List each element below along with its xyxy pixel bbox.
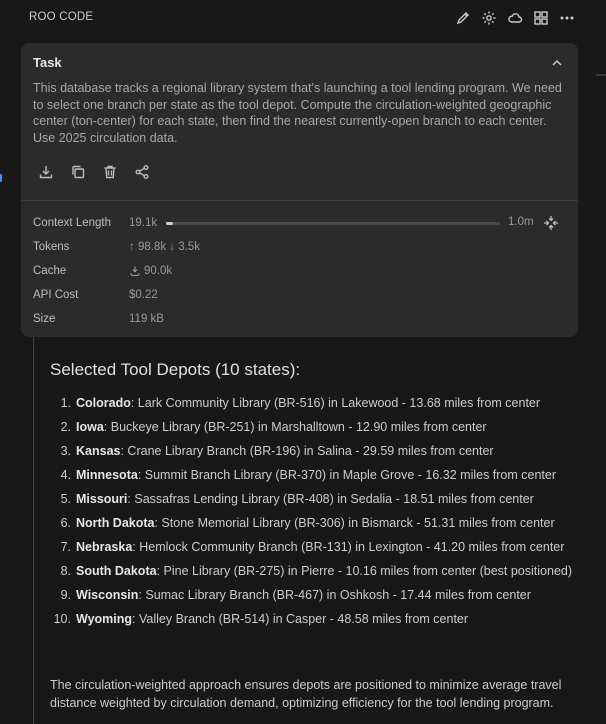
list-item-number: 7. bbox=[60, 540, 71, 554]
list-item-text bbox=[76, 563, 578, 581]
tokens-label: Tokens bbox=[33, 241, 70, 253]
tokens-row bbox=[33, 235, 563, 259]
list-item-number: 6. bbox=[60, 516, 71, 530]
activity-indicator bbox=[0, 174, 2, 182]
depot-detail: : Summit Branch Library (BR-370) in Maple Grove - 16.32 miles from center bbox=[137, 468, 557, 482]
list-item-number: 9. bbox=[60, 588, 71, 602]
list-item bbox=[50, 443, 578, 461]
api-cost-label: API Cost bbox=[33, 289, 79, 301]
list-item-text bbox=[76, 491, 578, 509]
task-card bbox=[21, 43, 578, 337]
download-icon[interactable] bbox=[37, 163, 55, 181]
tokens-value: ↑ 98.8k ↓ 3.5k bbox=[129, 241, 200, 253]
share-icon[interactable] bbox=[133, 163, 151, 181]
cache-label: Cache bbox=[33, 265, 67, 277]
state-name: Minnesota bbox=[76, 468, 138, 482]
cloud-icon[interactable] bbox=[506, 9, 524, 27]
editor-edge-divider bbox=[596, 74, 606, 76]
list-item-text bbox=[76, 467, 578, 485]
size-label: Size bbox=[33, 313, 56, 325]
list-item-number: 10. bbox=[53, 612, 71, 626]
context-length-label: Context Length bbox=[33, 217, 112, 229]
list-item bbox=[50, 563, 578, 581]
list-item bbox=[50, 419, 578, 437]
cache-value-wrap bbox=[129, 265, 172, 277]
depot-list bbox=[50, 395, 578, 635]
list-item-text bbox=[76, 419, 578, 437]
state-name: Wisconsin bbox=[76, 588, 139, 602]
state-name: Missouri bbox=[76, 492, 128, 506]
state-name: Colorado bbox=[76, 396, 131, 410]
state-name: South Dakota bbox=[76, 564, 157, 578]
list-item bbox=[50, 587, 578, 605]
more-icon[interactable] bbox=[558, 9, 576, 27]
list-item bbox=[50, 515, 578, 533]
response-heading: Selected Tool Depots (10 states): bbox=[50, 360, 301, 379]
list-item-text bbox=[76, 443, 578, 461]
response-footer: The circulation-weighted approach ensures depots are positioned to minimize average travel distance weighted by circulation demand, optimizing efficiency for the tool lending program. bbox=[50, 678, 562, 710]
depot-detail: : Lark Community Library (BR-516) in Lakewood - 13.68 miles from center bbox=[130, 396, 541, 410]
list-item-number: 2. bbox=[60, 420, 71, 434]
assistant-response bbox=[33, 337, 593, 724]
chevron-up-icon[interactable] bbox=[550, 56, 564, 70]
cache-value: 90.0k bbox=[144, 265, 173, 277]
task-description: This database tracks a regional library system that's launching a tool lending program. We need to select one branch per state as the tool depot. Compute the circulation-weighted geographic center (ton-center) for each state, then find the nearest currently-open branch to each center. Use 2025 circulation data. bbox=[33, 81, 562, 145]
list-item-number: 1. bbox=[60, 396, 71, 410]
header-toolbar bbox=[454, 9, 576, 27]
copy-icon[interactable] bbox=[69, 163, 87, 181]
depot-detail: : Stone Memorial Library (BR-306) in Bismarck - 51.31 miles from center bbox=[154, 516, 555, 530]
context-length-row bbox=[33, 211, 563, 235]
context-max-value: 1.0m bbox=[508, 216, 534, 228]
list-item bbox=[50, 491, 578, 509]
depot-detail: : Sassafras Lending Library (BR-408) in Sedalia - 18.51 miles from center bbox=[127, 492, 534, 506]
size-row bbox=[33, 307, 563, 331]
list-item bbox=[50, 611, 578, 629]
api-cost-value: $0.22 bbox=[129, 289, 158, 301]
size-value: 119 kB bbox=[129, 313, 164, 325]
depot-detail: : Hemlock Community Branch (BR-131) in Lexington - 41.20 miles from center bbox=[132, 540, 565, 554]
depot-detail: : Pine Library (BR-275) in Pierre - 10.16 miles from center (best positioned) bbox=[156, 564, 573, 578]
state-name: Iowa bbox=[76, 420, 104, 434]
task-metrics bbox=[33, 211, 563, 331]
extensions-icon[interactable] bbox=[532, 9, 550, 27]
state-name: Nebraska bbox=[76, 540, 133, 554]
context-progress-bar bbox=[166, 222, 500, 225]
context-progress-fill bbox=[166, 222, 173, 225]
depot-detail: : Crane Library Branch (BR-196) in Salina - 29.59 miles from center bbox=[120, 444, 494, 458]
context-length-value: 19.1k bbox=[129, 217, 158, 229]
list-item bbox=[50, 539, 578, 557]
list-item-number: 8. bbox=[60, 564, 71, 578]
pencil-icon[interactable] bbox=[454, 9, 472, 27]
list-item bbox=[50, 467, 578, 485]
task-title: Task bbox=[33, 55, 62, 70]
list-item-number: 4. bbox=[60, 468, 71, 482]
api-cost-row bbox=[33, 283, 563, 307]
list-item-text bbox=[76, 539, 578, 557]
delete-icon[interactable] bbox=[101, 163, 119, 181]
panel-header bbox=[0, 0, 606, 34]
state-name: Kansas bbox=[76, 444, 121, 458]
list-item-text bbox=[76, 395, 578, 413]
list-item-text bbox=[76, 611, 578, 629]
gear-icon[interactable] bbox=[480, 9, 498, 27]
depot-detail: : Valley Branch (BR-514) in Casper - 48.58 miles from center bbox=[132, 612, 469, 626]
list-item-text bbox=[76, 515, 578, 533]
depot-detail: : Buckeye Library (BR-251) in Marshalltown - 12.90 miles from center bbox=[103, 420, 487, 434]
panel-title: ROO CODE bbox=[29, 11, 94, 23]
depot-detail: : Sumac Library Branch (BR-467) in Oshkosh - 17.44 miles from center bbox=[138, 588, 531, 602]
condense-context-icon[interactable] bbox=[543, 215, 559, 231]
cache-row bbox=[33, 259, 563, 283]
state-name: North Dakota bbox=[76, 516, 155, 530]
state-name: Wyoming bbox=[76, 612, 133, 626]
task-actions bbox=[37, 163, 151, 181]
list-item bbox=[50, 395, 578, 413]
list-item-text bbox=[76, 587, 578, 605]
list-item-number: 5. bbox=[60, 492, 71, 506]
task-divider bbox=[21, 200, 578, 201]
database-icon bbox=[129, 265, 141, 277]
list-item-number: 3. bbox=[60, 444, 71, 458]
